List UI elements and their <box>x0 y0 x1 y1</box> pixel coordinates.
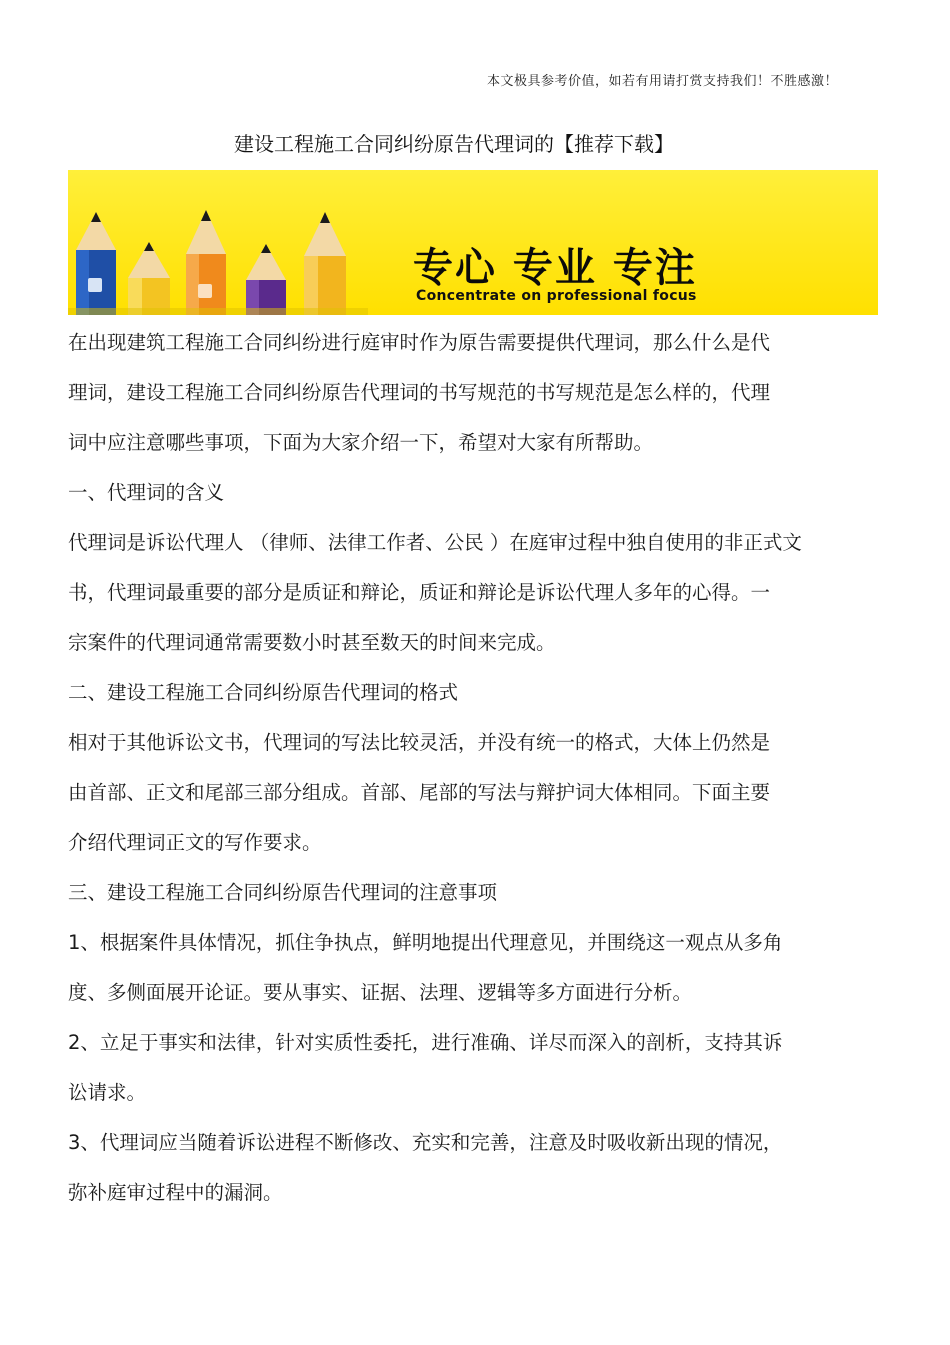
body-line: 词中应注意哪些事项，下面为大家介绍一下，希望对大家有所帮助。 <box>68 431 654 454</box>
section-heading: 三、建设工程施工合同纠纷原告代理词的注意事项 <box>68 881 498 904</box>
list-item-continued: 弥补庭审过程中的漏洞。 <box>68 1181 283 1204</box>
list-item: 3、代理词应当随着诉讼进程不断修改、充实和完善，注意及时吸收新出现的情况， <box>68 1131 783 1154</box>
list-item: 1、根据案件具体情况，抓住争执点，鲜明地提出代理意见，并围绕这一观点从多角 <box>68 931 783 954</box>
section-heading: 一、代理词的含义 <box>68 481 225 504</box>
list-item-continued: 讼请求。 <box>68 1081 147 1104</box>
body-line: 书，代理词最重要的部分是质证和辩论，质证和辩论是诉讼代理人多年的心得。一 <box>68 581 771 604</box>
banner-image <box>68 170 878 315</box>
body-line: 代理词是诉讼代理人 （律师、法律工作者、公民 ）在庭审过程中独自使用的非正式文 <box>68 531 802 554</box>
list-item: 2、立足于事实和法律，针对实质性委托，进行准确、详尽而深入的剖析，支持其诉 <box>68 1031 783 1054</box>
document-title: 建设工程施工合同纠纷原告代理词的【推荐下载】 <box>234 132 674 156</box>
body-line: 理词，建设工程施工合同纠纷原告代理词的书写规范的书写规范是怎么样的，代理 <box>68 381 771 404</box>
document-body <box>68 318 858 1218</box>
body-line: 宗案件的代理词通常需要数小时甚至数天的时间来完成。 <box>68 631 556 654</box>
banner-slogan-en: Concentrate on professional focus <box>416 288 697 304</box>
body-line: 介绍代理词正文的写作要求。 <box>68 831 322 854</box>
body-line: 由首部、正文和尾部三部分组成。首部、尾部的写法与辩护词大体相同。下面主要 <box>68 781 771 804</box>
banner-slogan-cn: 专心 专业 专注 <box>413 245 697 291</box>
list-item-continued: 度、多侧面展开论证。要从事实、证据、法理、逻辑等多方面进行分析。 <box>68 981 693 1004</box>
body-line: 在出现建筑工程施工合同纠纷进行庭审时作为原告需要提供代理词，那么什么是代 <box>68 331 771 354</box>
section-heading: 二、建设工程施工合同纠纷原告代理词的格式 <box>68 681 459 704</box>
header-note: 本文极具参考价值，如若有用请打赏支持我们！不胜感激！ <box>486 74 838 89</box>
body-line: 相对于其他诉讼文书，代理词的写法比较灵活，并没有统一的格式，大体上仍然是 <box>68 731 771 754</box>
